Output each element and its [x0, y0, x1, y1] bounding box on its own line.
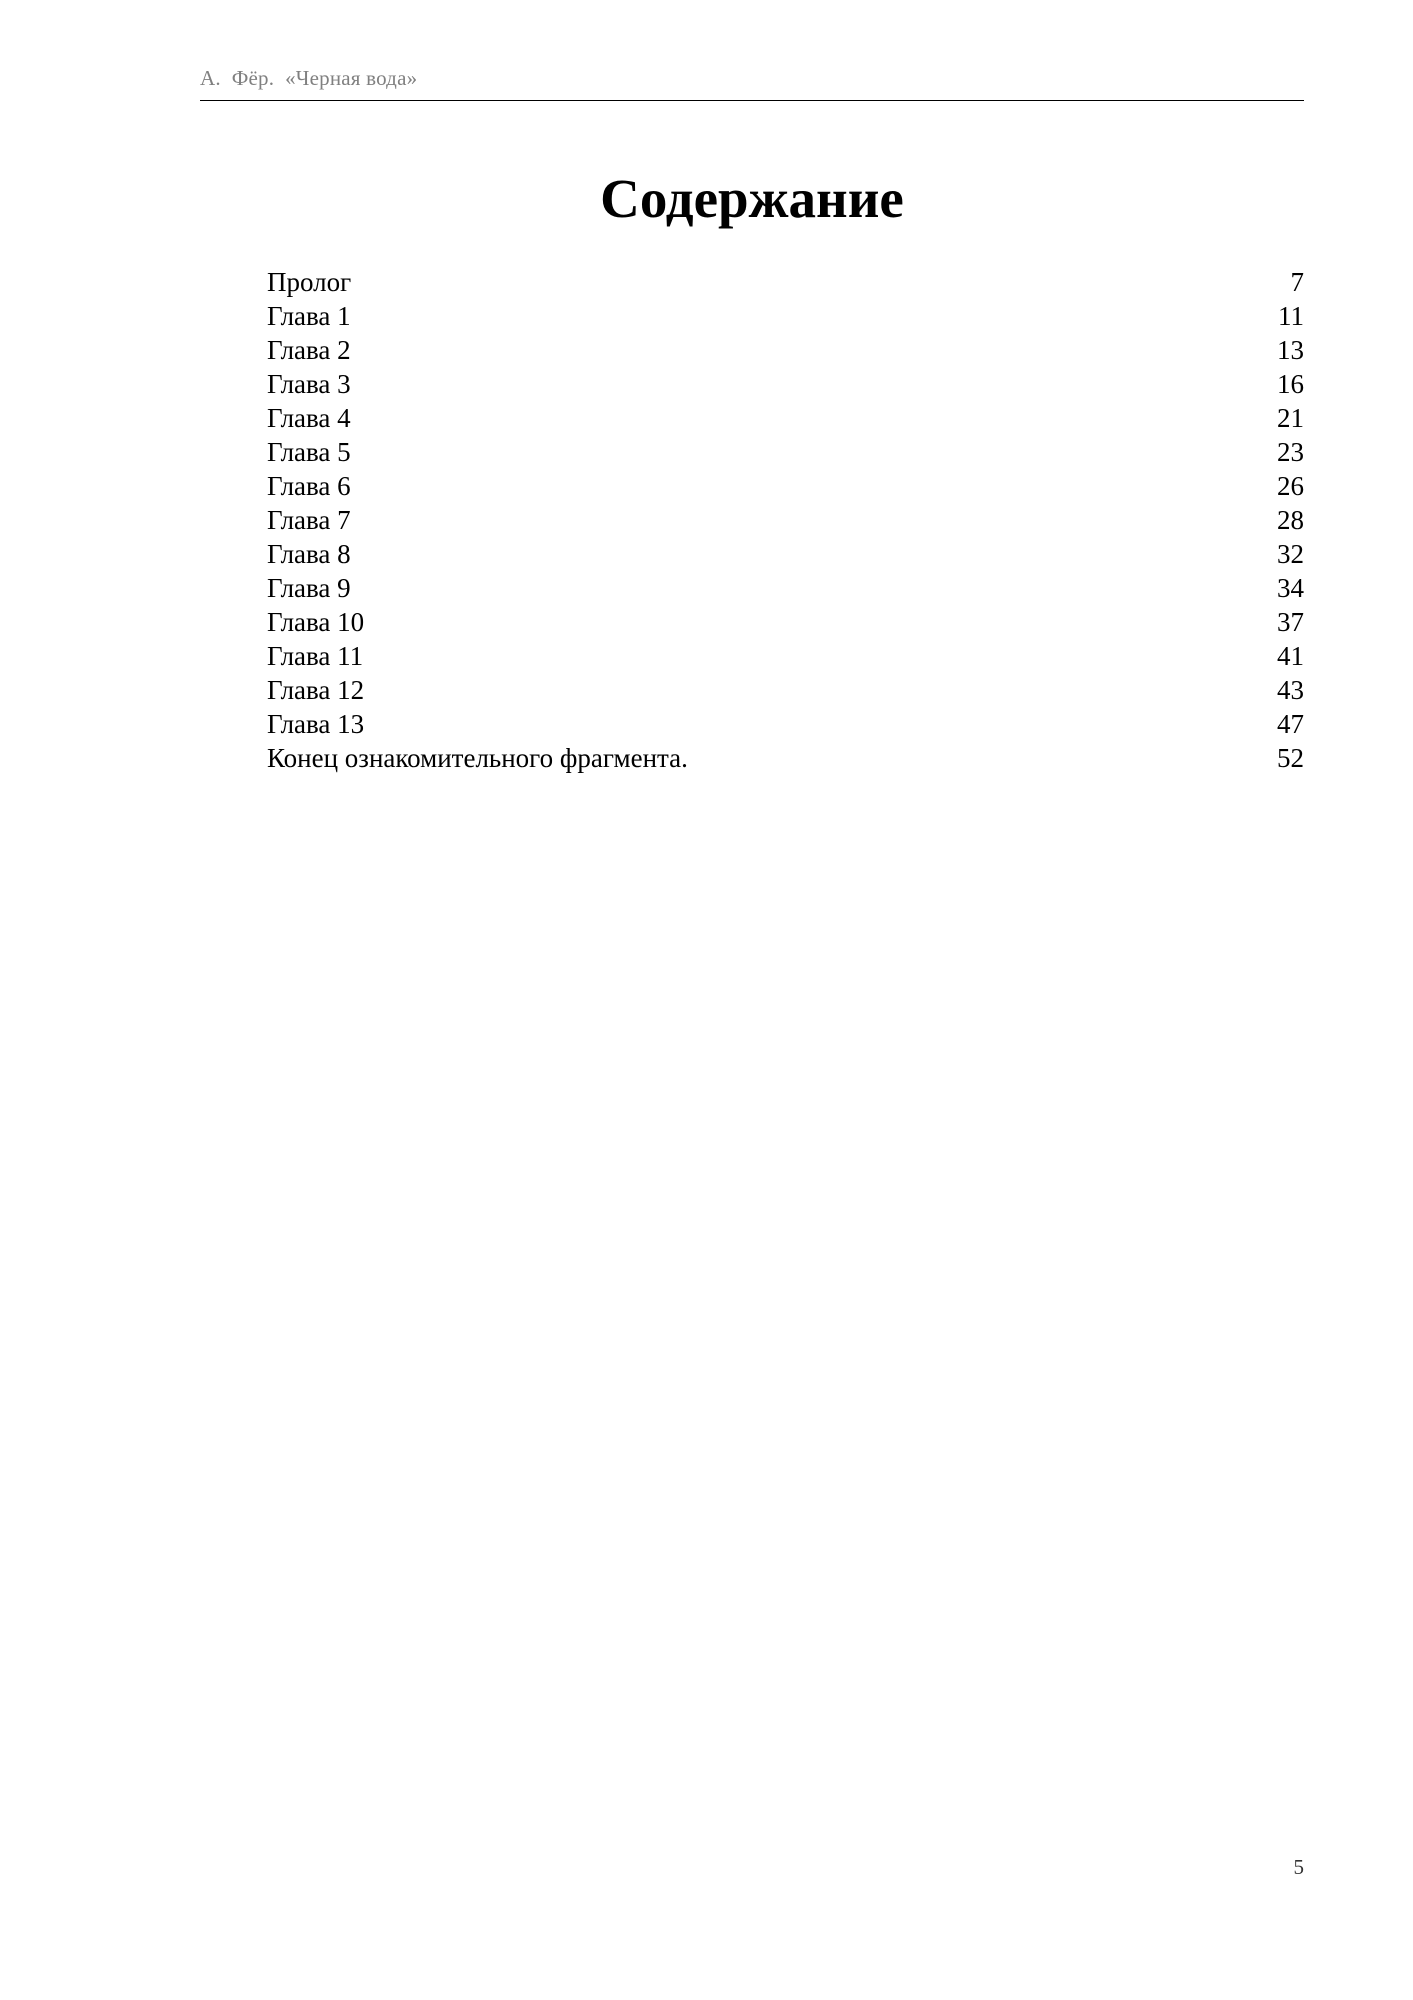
toc-entry-page: 7: [1290, 267, 1304, 297]
page-title: Содержание: [600, 168, 904, 229]
running-header: А. Фёр. «Черная вода»: [200, 66, 418, 90]
toc-entry-page: 16: [1277, 369, 1304, 399]
toc-entry-chapter-8[interactable]: [267, 537, 1304, 571]
toc-entry-page: 52: [1277, 743, 1304, 773]
toc-entry-chapter-2[interactable]: [267, 333, 1304, 367]
toc-entry-page: 28: [1277, 505, 1304, 535]
toc-entry-page: 37: [1277, 607, 1304, 637]
toc-entry-label[interactable]: Глава 4: [267, 403, 351, 433]
toc-entry-page: 34: [1277, 573, 1304, 603]
toc-entry-prologue[interactable]: [267, 265, 1304, 299]
toc-entry-label[interactable]: Глава 8: [267, 539, 351, 569]
toc-entry-chapter-3[interactable]: [267, 367, 1304, 401]
toc-entry-label[interactable]: Глава 6: [267, 471, 351, 501]
toc-entry-label[interactable]: Глава 2: [267, 335, 351, 365]
header-divider: [200, 100, 1304, 101]
table-of-contents: [267, 265, 1304, 775]
toc-entry-page: 32: [1277, 539, 1304, 569]
toc-entry-label[interactable]: Глава 9: [267, 573, 351, 603]
toc-entry-chapter-6[interactable]: [267, 469, 1304, 503]
toc-entry-page: 23: [1277, 437, 1304, 467]
toc-entry-chapter-4[interactable]: [267, 401, 1304, 435]
toc-entry-chapter-5[interactable]: [267, 435, 1304, 469]
toc-entry-chapter-1[interactable]: [267, 299, 1304, 333]
toc-entry-end-of-fragment[interactable]: [267, 741, 1304, 775]
toc-entry-page: 47: [1277, 709, 1304, 739]
toc-entry-page: 21: [1277, 403, 1304, 433]
toc-entry-chapter-13[interactable]: [267, 707, 1304, 741]
toc-entry-chapter-10[interactable]: [267, 605, 1304, 639]
toc-entry-label[interactable]: Глава 10: [267, 607, 365, 637]
toc-entry-chapter-12[interactable]: [267, 673, 1304, 707]
toc-entry-page: 41: [1277, 641, 1304, 671]
toc-entry-label[interactable]: Глава 3: [267, 369, 351, 399]
toc-entry-label[interactable]: Глава 11: [267, 641, 364, 671]
toc-entry-chapter-11[interactable]: [267, 639, 1304, 673]
toc-entry-label[interactable]: Пролог: [267, 267, 352, 297]
toc-entry-page: 26: [1277, 471, 1304, 501]
toc-entry-label[interactable]: Глава 7: [267, 505, 351, 535]
toc-entry-label[interactable]: Глава 13: [267, 709, 365, 739]
toc-entry-page: 13: [1277, 335, 1304, 365]
page-number: 5: [1293, 1855, 1304, 1879]
toc-entry-page: 11: [1278, 301, 1304, 331]
toc-entry-label[interactable]: Глава 5: [267, 437, 351, 467]
toc-entry-label[interactable]: Конец ознакомительного фрагмента.: [267, 743, 688, 773]
toc-entry-label[interactable]: Глава 1: [267, 301, 351, 331]
toc-entry-page: 43: [1277, 675, 1304, 705]
toc-entry-chapter-9[interactable]: [267, 571, 1304, 605]
toc-entry-label[interactable]: Глава 12: [267, 675, 365, 705]
toc-entry-chapter-7[interactable]: [267, 503, 1304, 537]
